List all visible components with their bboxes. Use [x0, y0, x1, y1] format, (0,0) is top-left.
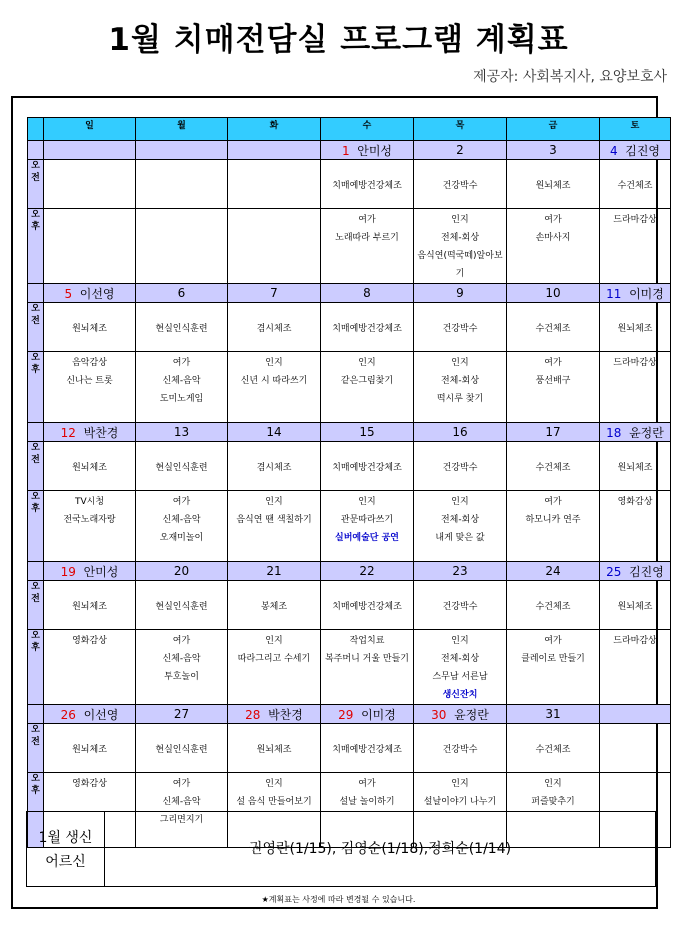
pm-activity-line: 음식연 땐 색칠하기 [236, 515, 312, 525]
am-label: 오 전 [28, 724, 44, 773]
pm-activity-cell [507, 209, 600, 284]
pm-activity-line: 관문따라쓰기 [340, 515, 394, 525]
date-cell [321, 562, 414, 581]
date-number: 28 [245, 707, 261, 722]
pm-activity-line: 풍선배구 [535, 376, 571, 386]
date-number: 26 [60, 707, 76, 722]
pm-activity-line: 영화감상 [617, 497, 653, 507]
pm-activity-line: 설 음식 만들어보기 [236, 797, 312, 807]
pm-activity-cell [321, 352, 414, 423]
footer-note: ★계획표는 사정에 따라 변경될 수 있습니다. [261, 895, 416, 904]
am-activity: 원뇌체조 [44, 442, 136, 491]
pm-activity-line: 인지 [451, 497, 469, 507]
staff-name: 이미경 [629, 286, 664, 301]
pm-activity-cell [228, 352, 321, 423]
pm-activity-line: 드라마감상 [613, 215, 657, 225]
pm-activity-line: 작업치료 [349, 636, 385, 646]
am-row [28, 581, 671, 630]
am-activity: 수건체조 [507, 581, 600, 630]
date-number: 3 [549, 143, 557, 157]
birthday-box [26, 811, 656, 887]
date-number: 23 [452, 564, 468, 578]
am-activity: 치매예방건강체조 [321, 724, 414, 773]
pm-activity-line: 신체-음악 [162, 376, 201, 386]
birthday-label-line1: 1월 생신 [38, 830, 93, 846]
date-number: 8 [363, 286, 371, 300]
am-activity: 원뇌체조 [507, 160, 600, 209]
date-number: 25 [606, 564, 622, 579]
pm-activity-cell [44, 630, 136, 705]
date-row [28, 705, 671, 724]
am-activity: 원뇌체조 [600, 303, 671, 352]
date-cell [507, 562, 600, 581]
pm-activity-line: 스무남 서른남 [432, 672, 488, 682]
pm-activity-line: 투호놀이 [164, 672, 199, 682]
birthday-names: 권영란(1/15), 김영순(1/18),정희순(1/14) [248, 841, 512, 857]
pm-activity-line: 인지 [265, 358, 283, 368]
pm-activity-line: 손마사지 [535, 233, 571, 243]
date-cell [136, 423, 228, 442]
pm-activity-cell [228, 630, 321, 705]
date-number: 10 [545, 286, 561, 300]
pm-activity-line: 내게 맞은 값 [435, 533, 485, 543]
date-row-corner [28, 423, 44, 442]
staff-name: 윤정란 [629, 425, 664, 440]
pm-activity-line: 여가 [358, 215, 376, 225]
date-cell [136, 562, 228, 581]
pm-activity-cell [414, 630, 507, 705]
page-title: 1월 치매전담실 프로그램 계획표 [108, 22, 569, 58]
am-activity: 치매예방건강체조 [321, 581, 414, 630]
day-header: 수 [321, 118, 414, 141]
date-number: 16 [452, 425, 468, 439]
date-number: 5 [64, 286, 73, 301]
date-row [28, 284, 671, 303]
pm-activity-line: 클레이로 만들기 [521, 654, 585, 664]
date-cell [228, 141, 321, 160]
pm-activity-cell [600, 630, 671, 705]
am-activity: 현실인식훈련 [136, 442, 228, 491]
pm-activity-line: 신나는 트롯 [66, 376, 113, 386]
date-cell [136, 284, 228, 303]
date-cell [507, 284, 600, 303]
date-cell [414, 141, 507, 160]
date-number: 30 [431, 707, 447, 722]
pm-activity-line: 전체-회상 [440, 654, 480, 664]
staff-name: 안미성 [357, 143, 393, 158]
date-cell [507, 423, 600, 442]
date-cell [600, 284, 671, 303]
am-label: 오 전 [28, 581, 44, 630]
date-cell [136, 141, 228, 160]
pm-activity-line: 여가 [358, 779, 376, 789]
pm-activity-line: 하모니카 연주 [525, 515, 581, 525]
date-cell [507, 141, 600, 160]
date-number: 13 [173, 425, 190, 439]
staff-name: 김진영 [629, 564, 664, 579]
pm-row [28, 209, 671, 284]
pm-activity-cell [136, 630, 228, 705]
pm-activity-line: 신체-음악 [162, 654, 201, 664]
pm-activity-cell [228, 209, 321, 284]
date-row [28, 562, 671, 581]
birthday-label-line2: 어르신 [45, 854, 86, 870]
am-activity: 현실인식훈련 [136, 581, 228, 630]
pm-activity-cell [136, 352, 228, 423]
staff-name: 이선영 [79, 286, 115, 301]
day-header: 화 [228, 118, 321, 141]
am-row [28, 442, 671, 491]
pm-activity-cell [44, 209, 136, 284]
pm-activity-cell [321, 491, 414, 562]
date-number: 6 [177, 286, 186, 300]
pm-activity-line: 신년 시 따라쓰기 [240, 376, 308, 386]
pm-activity-line: 인지 [265, 636, 283, 646]
pm-activity-line: 인지 [451, 215, 469, 225]
pm-activity-line: 도미노게임 [159, 394, 204, 404]
am-activity: 치매예방건강체조 [321, 160, 414, 209]
provider-text: 제공자: 사회복지사, 요양보호사 [473, 69, 667, 85]
pm-activity-line: 여가 [544, 636, 562, 646]
pm-activity-line: 전체-회상 [440, 515, 480, 525]
am-activity: 건강박수 [414, 581, 507, 630]
date-row-corner [28, 284, 44, 303]
pm-activity-line: 설날이야기 나누기 [423, 797, 497, 807]
date-cell [321, 423, 414, 442]
date-cell [44, 705, 136, 724]
date-number: 27 [173, 707, 190, 721]
pm-activity-line: 여가 [544, 358, 562, 368]
date-row [28, 141, 671, 160]
date-row-corner [28, 141, 44, 160]
pm-activity-line: 인지 [265, 779, 283, 789]
pm-activity-line: 신체-음악 [162, 797, 201, 807]
date-cell [321, 705, 414, 724]
pm-activity-cell [600, 352, 671, 423]
pm-activity-line: TV시청 [74, 497, 105, 507]
pm-activity-line: 여가 [544, 215, 562, 225]
day-header: 목 [414, 118, 507, 141]
am-activity: 겸시체조 [228, 442, 321, 491]
date-cell [414, 562, 507, 581]
pm-activity-cell [136, 491, 228, 562]
date-cell [44, 562, 136, 581]
date-number: 22 [359, 564, 375, 578]
pm-activity-line: 그리면지기 [159, 815, 204, 825]
pm-activity-line: 전국노래자랑 [63, 515, 116, 525]
am-activity: 수건체조 [507, 442, 600, 491]
am-activity: 수건체조 [507, 303, 600, 352]
staff-name: 박찬경 [83, 425, 119, 440]
date-cell [600, 705, 671, 724]
am-activity [600, 724, 671, 773]
date-cell [321, 284, 414, 303]
pm-activity-cell [507, 352, 600, 423]
pm-row [28, 630, 671, 705]
pm-activity-line: 여가 [172, 497, 191, 507]
date-number: 11 [606, 286, 622, 301]
pm-activity-line: 영화감상 [72, 636, 107, 646]
pm-activity-cell [321, 630, 414, 705]
am-label: 오 전 [28, 160, 44, 209]
pm-activity-cell [507, 630, 600, 705]
am-activity: 건강박수 [414, 303, 507, 352]
day-header: 토 [600, 118, 671, 141]
date-cell [44, 284, 136, 303]
pm-activity-line: 여가 [544, 497, 562, 507]
pm-activity-cell [414, 491, 507, 562]
date-number: 4 [609, 143, 618, 158]
pm-activity-line: 음식연(떡국떼)알아보기 [417, 251, 503, 279]
pm-activity-line: 같은그림찾기 [340, 376, 394, 386]
date-cell [321, 141, 414, 160]
pm-activity-cell [136, 209, 228, 284]
pm-activity-line: 인지 [451, 358, 469, 368]
am-activity: 건강박수 [414, 724, 507, 773]
date-number: 19 [60, 564, 76, 579]
pm-activity-line: 인지 [358, 497, 376, 507]
staff-name: 김진영 [625, 143, 661, 158]
am-activity: 현실인식훈련 [136, 724, 228, 773]
pm-label: 오 후 [28, 773, 44, 848]
date-number: 15 [359, 425, 375, 439]
am-activity: 원뇌체조 [44, 303, 136, 352]
pm-activity-line: 생신잔치 [442, 690, 478, 700]
date-number: 31 [545, 707, 561, 721]
pm-activity-line: 떡시루 찾기 [436, 394, 484, 404]
pm-activity-line: 음악감상 [72, 358, 107, 368]
am-activity: 건강박수 [414, 442, 507, 491]
am-activity: 원뇌체조 [44, 581, 136, 630]
date-cell [600, 562, 671, 581]
am-activity: 겸시체조 [228, 303, 321, 352]
am-activity: 봉체조 [228, 581, 321, 630]
day-header: 월 [136, 118, 228, 141]
date-row-corner [28, 562, 44, 581]
pm-activity-line: 여가 [172, 358, 191, 368]
pm-activity-cell [414, 209, 507, 284]
pm-activity-line: 실버예술단 공연 [335, 533, 399, 543]
pm-activity-cell [600, 209, 671, 284]
pm-activity-line: 인지 [451, 636, 469, 646]
am-activity: 원뇌체조 [44, 724, 136, 773]
date-cell [600, 141, 671, 160]
day-header-row [28, 118, 671, 141]
pm-activity-line: 인지 [544, 779, 562, 789]
pm-label: 오 후 [28, 491, 44, 562]
date-number: 12 [60, 425, 76, 440]
am-row [28, 303, 671, 352]
am-activity: 건강박수 [414, 160, 507, 209]
date-row [28, 423, 671, 442]
date-cell [228, 562, 321, 581]
date-number: 17 [545, 425, 561, 439]
staff-name: 박찬경 [268, 707, 303, 722]
date-cell [228, 705, 321, 724]
pm-label: 오 후 [28, 352, 44, 423]
pm-label: 오 후 [28, 630, 44, 705]
date-number: 21 [266, 564, 282, 578]
date-cell [414, 284, 507, 303]
pm-activity-line: 영화감상 [72, 779, 107, 789]
date-cell [44, 141, 136, 160]
date-cell [44, 423, 136, 442]
pm-activity-line: 여가 [172, 779, 191, 789]
date-cell [228, 284, 321, 303]
am-label: 오 전 [28, 442, 44, 491]
date-number: 18 [606, 425, 622, 440]
pm-activity-line: 설날 놀이하기 [339, 797, 395, 807]
date-cell [414, 705, 507, 724]
am-row [28, 724, 671, 773]
program-calendar [27, 117, 671, 848]
day-header-corner [28, 118, 44, 141]
pm-activity-cell [321, 209, 414, 284]
pm-activity-line: 드라마감상 [613, 358, 657, 368]
pm-activity-line: 여가 [172, 636, 191, 646]
date-number: 1 [341, 143, 350, 158]
date-cell [228, 423, 321, 442]
pm-activity-cell [228, 491, 321, 562]
date-number: 29 [338, 707, 354, 722]
staff-name: 안미성 [83, 564, 119, 579]
pm-row [28, 352, 671, 423]
pm-activity-line: 인지 [451, 779, 469, 789]
pm-row [28, 491, 671, 562]
birthday-label [27, 812, 105, 886]
pm-activity-line: 복주머니 거울 만들기 [325, 654, 409, 664]
pm-activity-line: 노래따라 부르기 [335, 233, 399, 243]
date-cell [136, 705, 228, 724]
pm-activity-cell [44, 491, 136, 562]
date-number: 7 [270, 286, 278, 300]
day-header: 금 [507, 118, 600, 141]
am-activity: 치매예방건강체조 [321, 303, 414, 352]
pm-activity-line: 퍼즐맞추기 [531, 797, 575, 807]
day-header: 일 [44, 118, 136, 141]
staff-name: 이선영 [83, 707, 119, 722]
am-activity: 수건체조 [600, 160, 671, 209]
am-activity [44, 160, 136, 209]
pm-activity-line: 전체-회상 [440, 233, 480, 243]
date-row-corner [28, 705, 44, 724]
date-number: 20 [173, 564, 190, 578]
pm-activity-cell [600, 491, 671, 562]
pm-activity-cell [44, 352, 136, 423]
staff-name: 이미경 [361, 707, 396, 722]
date-number: 2 [456, 143, 464, 157]
date-cell [507, 705, 600, 724]
am-activity: 원뇌체조 [228, 724, 321, 773]
date-number: 24 [545, 564, 561, 578]
staff-name: 윤정란 [454, 707, 489, 722]
pm-activity-line: 오재미놀이 [159, 533, 204, 543]
date-cell [600, 423, 671, 442]
pm-activity-line: 따라그리고 수세기 [237, 654, 311, 664]
am-activity: 원뇌체조 [600, 581, 671, 630]
am-activity: 현실인식훈련 [136, 303, 228, 352]
pm-activity-line: 신체-음악 [162, 515, 201, 525]
am-activity [136, 160, 228, 209]
pm-activity-line: 인지 [265, 497, 283, 507]
date-number: 14 [266, 425, 282, 439]
pm-activity-line: 드라마감상 [613, 636, 657, 646]
pm-activity-cell [507, 491, 600, 562]
am-activity [228, 160, 321, 209]
pm-activity-cell [414, 352, 507, 423]
pm-activity-line: 전체-회상 [440, 376, 480, 386]
pm-label: 오 후 [28, 209, 44, 284]
am-label: 오 전 [28, 303, 44, 352]
pm-activity-line: 인지 [358, 358, 376, 368]
am-activity: 치매예방건강체조 [321, 442, 414, 491]
am-activity: 수건체조 [507, 724, 600, 773]
am-row [28, 160, 671, 209]
date-number: 9 [456, 286, 464, 300]
date-cell [414, 423, 507, 442]
am-activity: 원뇌체조 [600, 442, 671, 491]
